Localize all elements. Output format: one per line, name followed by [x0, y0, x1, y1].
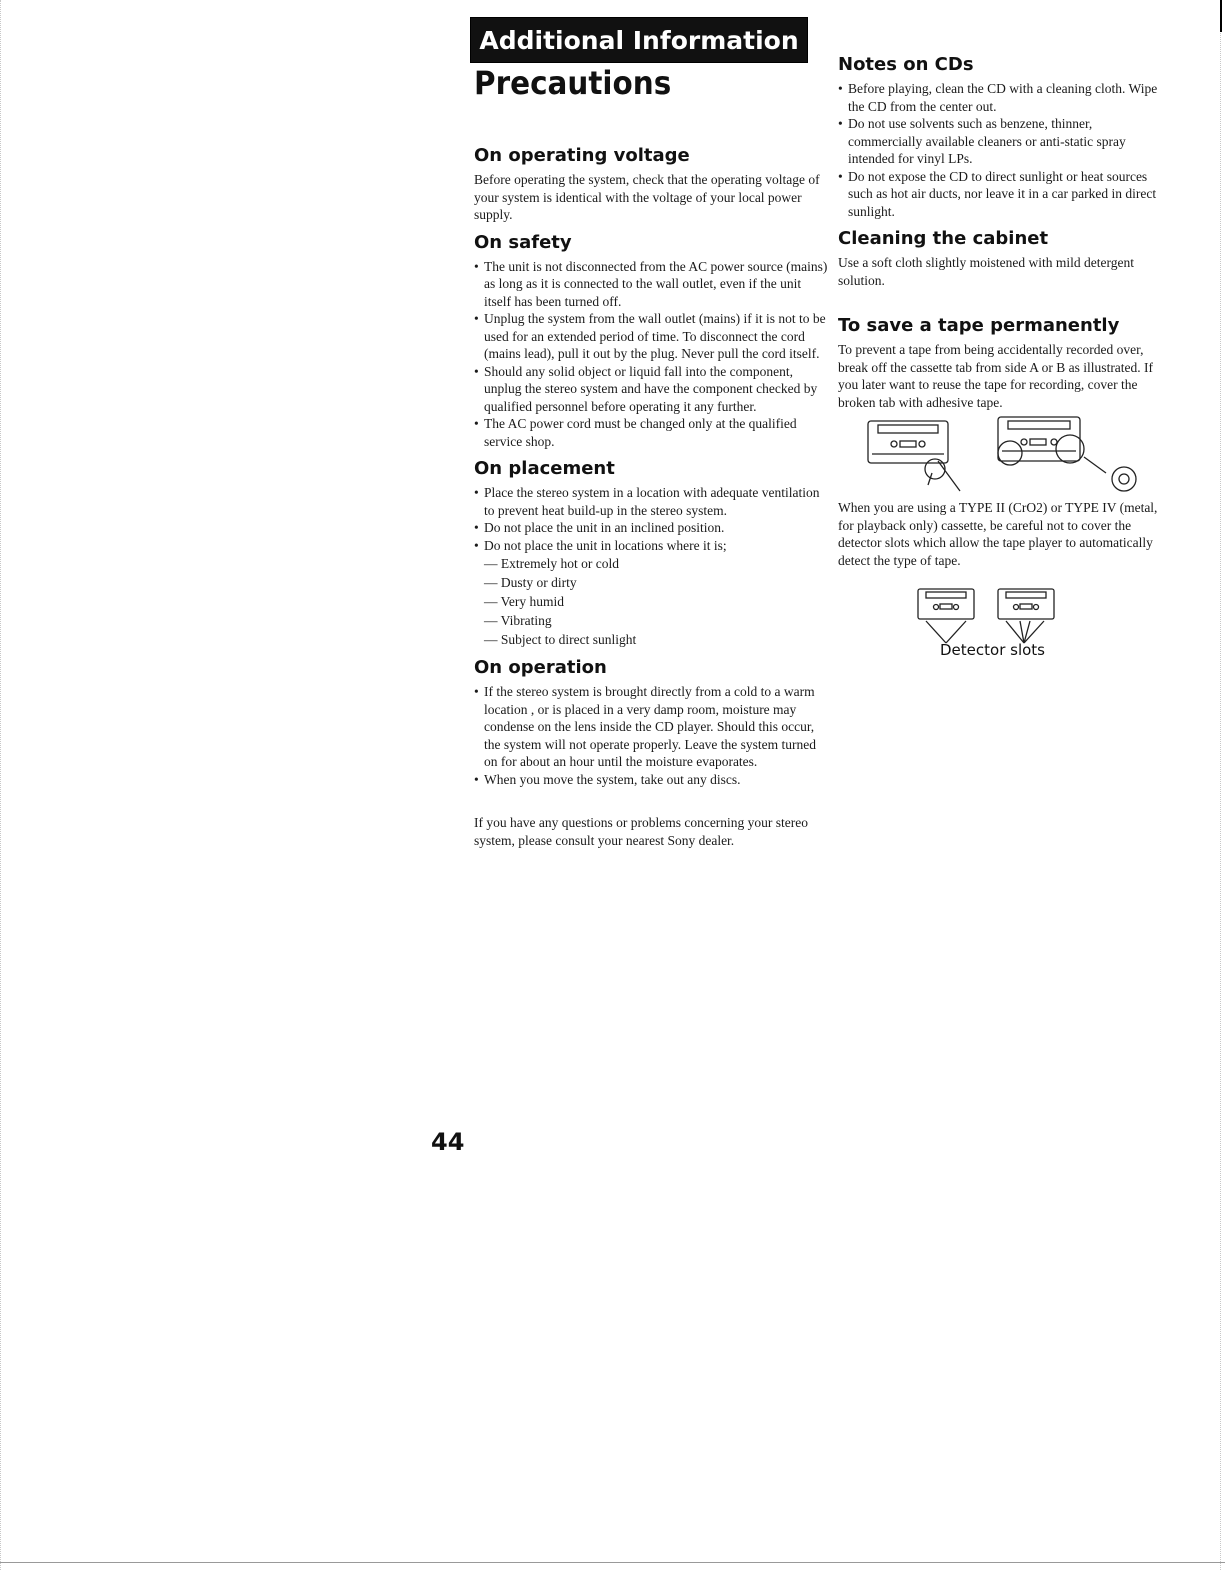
- safety-item: • Unplug the system from the wall outlet (mains) if it is not to be used for an extended period of time. To disconnect the cord (mains lead), pull it out by the plug. Never pull the cord itself.: [474, 310, 830, 363]
- condition-item: — Extremely hot or cold: [484, 554, 830, 573]
- cd-note-item: • Do not use solvents such as benzene, thinner, commercially available cleaners or anti-static spray intended for vinyl LPs.: [838, 115, 1163, 168]
- safety-item: • Should any solid object or liquid fall into the component, unplug the stereo system and have the component checked by qualified personnel before operating it any further.: [474, 363, 830, 416]
- page-edge-left: [0, 0, 2, 1570]
- cd-note-item: • Do not expose the CD to direct sunlight or heat sources such as hot air ducts, nor leave it in a car parked in direct sunlight.: [838, 168, 1163, 221]
- placement-item: • Do not place the unit in an inclined position.: [474, 519, 830, 537]
- heading-save-tape: To save a tape permanently: [838, 315, 1120, 336]
- condition-item: — Dusty or dirty: [484, 573, 830, 592]
- section-label: Additional Information: [479, 25, 799, 55]
- operation-item: • When you move the system, take out any discs.: [474, 771, 830, 789]
- placement-list: [474, 484, 830, 554]
- operation-list: [474, 683, 830, 788]
- placement-item: • Place the stereo system in a location with adequate ventilation to prevent heat build-up in the stereo system.: [474, 484, 830, 519]
- cabinet-text: Use a soft cloth slightly moistened with mild detergent solution.: [838, 255, 1134, 288]
- right-column: [838, 54, 1163, 659]
- section-banner: [470, 17, 808, 63]
- condition-item: — Subject to direct sunlight: [484, 630, 830, 649]
- heading-safety: On safety: [474, 231, 572, 253]
- tape-type-note: When you are using a TYPE II (CrO2) or TYPE IV (metal, for playback only) cassette, be careful not to cover the detector slots which allow the tape player to automatically detect the type of tape.: [838, 500, 1158, 568]
- heading-placement: On placement: [474, 458, 615, 479]
- left-column: [474, 145, 830, 849]
- safety-list: [474, 258, 830, 451]
- page-edge-bottom: [0, 1562, 1225, 1564]
- heading-cleaning-cabinet: Cleaning the cabinet: [838, 228, 1049, 249]
- detector-slots-caption: Detector slots: [940, 641, 1045, 659]
- operating-voltage-text: Before operating the system, check that the operating voltage of your system is identical with the voltage of your local power supply.: [474, 172, 820, 222]
- safety-item: • The unit is not disconnected from the AC power source (mains) as long as it is connected to the wall outlet, even if the unit itself has been turned off.: [474, 258, 830, 311]
- placement-item: • Do not place the unit in locations where it is;: [474, 537, 830, 555]
- condition-item: — Vibrating: [484, 611, 830, 630]
- closing-note: If you have any questions or problems concerning your stereo system, please consult your nearest Sony dealer.: [474, 815, 809, 848]
- page-edge-right: [1220, 0, 1222, 1570]
- cd-note-item: • Before playing, clean the CD with a cleaning cloth. Wipe the CD from the center out.: [838, 80, 1163, 115]
- operation-item: • If the stereo system is brought directly from a cold to a warm location , or is placed in a very damp room, moisture may condense on the lens inside the CD player. Should this occur, the system will not operate properly. Leave the system turned on for about an hour until the moisture evaporates.: [474, 683, 830, 771]
- cassette-tab-illustration: [838, 411, 1163, 499]
- heading-operation: On operation: [474, 657, 607, 678]
- page-title: Precautions: [474, 64, 672, 102]
- placement-conditions: [474, 554, 830, 649]
- safety-item: • The AC power cord must be changed only at the qualified service shop.: [474, 415, 830, 450]
- scan-corner-mark: [1220, 0, 1222, 32]
- save-tape-text: To prevent a tape from being accidentally recorded over, break off the cassette tab from side A or B as illustrated. If you later want to reuse the tape for recording, cover the broken tab with adhesive tape.: [838, 342, 1154, 410]
- heading-operating-voltage: On operating voltage: [474, 145, 690, 166]
- condition-item: — Very humid: [484, 592, 830, 611]
- page-number: 44: [431, 1128, 465, 1156]
- heading-notes-on-cds: Notes on CDs: [838, 54, 974, 75]
- cds-list: [838, 80, 1163, 220]
